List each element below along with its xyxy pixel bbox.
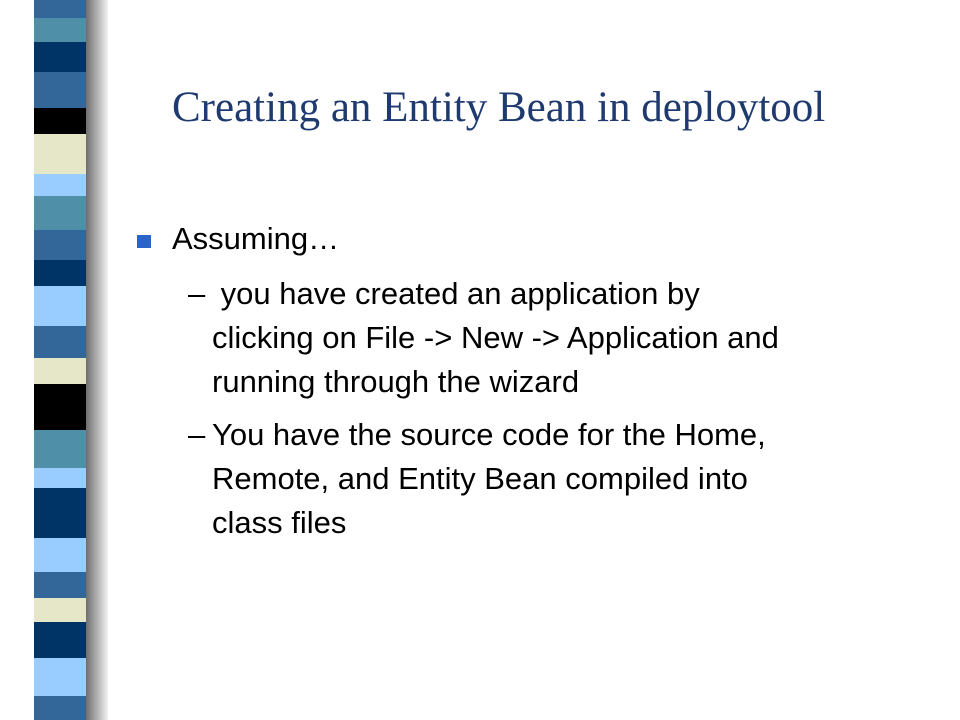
slide-title: Creating an Entity Bean in deploytool — [172, 84, 826, 131]
sub-bullet-line: running through the wizard — [212, 364, 580, 399]
dash-marker: – — [188, 417, 206, 452]
sub-bullet-line: You have the source code for the Home, — [212, 417, 766, 452]
dash-marker: – — [188, 276, 206, 311]
sub-bullet-line: Remote, and Entity Bean compiled into — [212, 461, 748, 496]
sub-bullet-line: clicking on File -> New -> Application and — [212, 320, 779, 355]
sub-bullet-line: class files — [212, 505, 347, 540]
square-bullet-icon — [137, 235, 151, 248]
sub-bullet-line: you have created an application by — [212, 276, 700, 311]
bullet-text: Assuming… — [172, 221, 340, 256]
